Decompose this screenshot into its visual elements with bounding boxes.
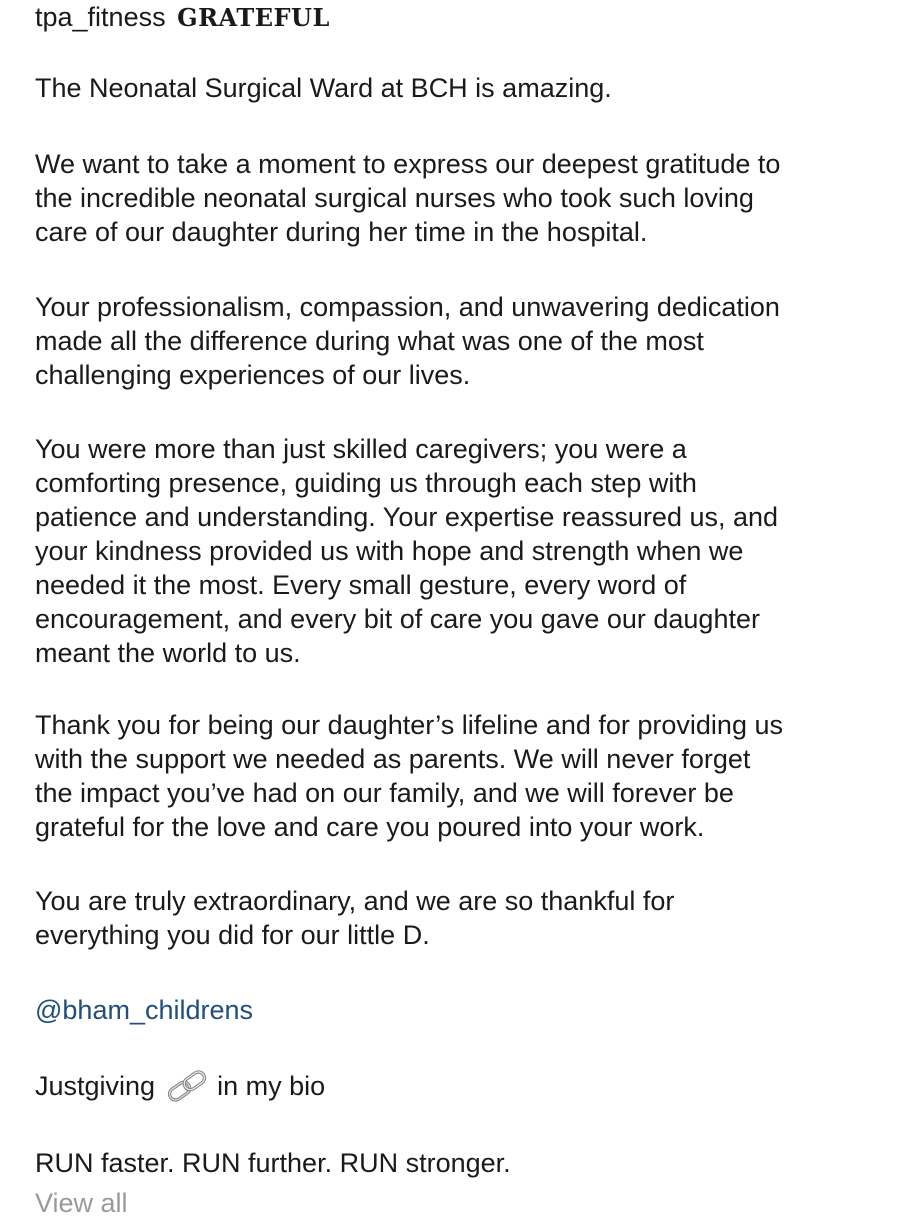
caption-line: made all the difference during what was one of the most xyxy=(35,326,704,356)
view-all-comments-link[interactable] xyxy=(35,1186,128,1218)
mention-link[interactable]: @bham_childrens xyxy=(35,995,254,1025)
link-chain-icon xyxy=(163,1071,211,1101)
caption-line: You were more than just skilled caregivers; you were a xyxy=(35,434,687,464)
caption-line: everything you did for our little D. xyxy=(35,920,430,950)
caption-line: The Neonatal Surgical Ward at BCH is amazing. xyxy=(35,73,612,103)
caption-line: meant the world to us. xyxy=(35,638,301,668)
caption-title: GRATEFUL xyxy=(177,3,330,32)
caption-paragraph xyxy=(35,71,905,105)
justgiving-suffix: in my bio xyxy=(217,1071,326,1101)
motto-text: RUN faster. RUN further. RUN stronger. xyxy=(35,1148,511,1178)
username-link[interactable]: tpa_fitness xyxy=(35,2,166,32)
caption-paragraph xyxy=(35,432,905,670)
caption-line: care of our daughter during her time in the hospital. xyxy=(35,217,648,247)
caption-line: with the support we needed as parents. We will never forget xyxy=(35,744,751,774)
caption-line: Thank you for being our daughter’s lifeline and for providing us xyxy=(35,710,783,740)
caption-line: encouragement, and every bit of care you gave our daughter xyxy=(35,604,760,634)
caption-line: grateful for the love and care you poured into your work. xyxy=(35,812,705,842)
caption-line: You are truly extraordinary, and we are so thankful for xyxy=(35,886,675,916)
caption-line: comforting presence, guiding us through each step with xyxy=(35,468,697,498)
caption-paragraph xyxy=(35,884,905,952)
caption-line: challenging experiences of our lives. xyxy=(35,360,471,390)
caption-line: your kindness provided us with hope and strength when we xyxy=(35,536,744,566)
caption-line: Your professionalism, compassion, and unwavering dedication xyxy=(35,292,780,322)
caption-paragraph xyxy=(35,290,905,392)
caption-line: We want to take a moment to express our deepest gratitude to xyxy=(35,149,781,179)
caption-line: needed it the most. Every small gesture, every word of xyxy=(35,570,687,600)
caption-paragraph xyxy=(35,1069,905,1105)
caption-line: patience and understanding. Your expertise reassured us, and xyxy=(35,502,779,532)
caption-paragraph xyxy=(35,708,905,844)
caption-paragraph xyxy=(35,147,905,249)
view-all-label: View all xyxy=(35,1188,128,1218)
caption-line: the impact you’ve had on our family, and we will forever be xyxy=(35,778,734,808)
caption-paragraph xyxy=(35,993,905,1027)
caption-line: the incredible neonatal surgical nurses who took such loving xyxy=(35,183,754,213)
caption-header xyxy=(35,0,330,34)
caption-paragraph xyxy=(35,1146,905,1180)
justgiving-text: Justgiving xyxy=(35,1071,156,1101)
